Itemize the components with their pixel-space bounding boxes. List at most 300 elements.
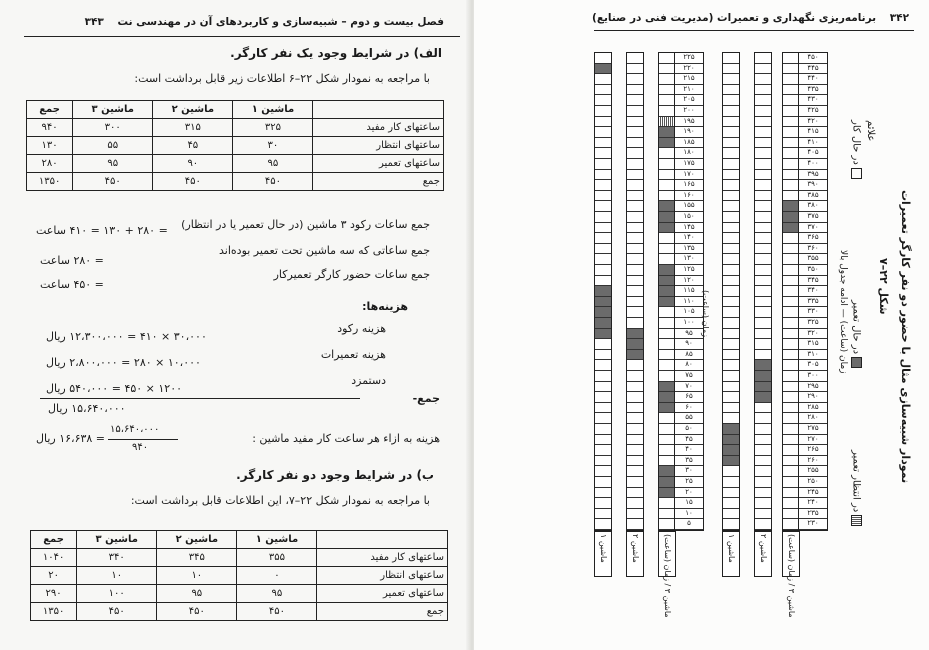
time-cell: ۳۷۰ [799,223,827,234]
state-cell [783,74,799,85]
time-cell: ۲۳۵ [799,509,827,520]
state-cell [659,180,675,191]
time-cell: ۳۱۰ [799,350,827,361]
state-cell [595,148,611,159]
state-cell [595,456,611,467]
time-cell: ۲۰ [675,488,703,499]
state-cell [659,413,675,424]
time-cell: ۳۴۰ [799,286,827,297]
state-cell [595,318,611,329]
time-cell: ۴۱۵ [799,127,827,138]
time-cell: ۴۴۰ [799,74,827,85]
table-cell: ۳۰۰ [73,119,153,137]
state-cell [783,265,799,276]
per-hour-numerator: ۱۵،۶۴۰،۰۰۰ [110,424,160,435]
time-cell: ۲۲۰ [675,64,703,75]
time-cell: ۷۰ [675,382,703,393]
time-cell: ۸۰ [675,360,703,371]
state-cell [723,435,739,446]
time-cell: ۶۵ [675,392,703,403]
state-cell [627,477,643,488]
state-cell [627,138,643,149]
sum-label: جمع ساعاتی که سه ماشین تحت تعمیر بوده‌اند [219,244,430,257]
state-cell [595,85,611,96]
time-cell: ۳۳۵ [799,297,827,308]
table-cell: ۳۱۵ [153,119,233,137]
time-cell: ۳۷۵ [799,212,827,223]
table-cell: ۲۹۰ [31,585,77,603]
time-cell: ۳۸۵ [799,191,827,202]
time-cell: ۳۵ [675,456,703,467]
state-cell [755,466,771,477]
state-cell [783,339,799,350]
state-cell [755,138,771,149]
state-cell [783,233,799,244]
costs-title: هزینه‌ها: [362,300,408,313]
state-cell [595,477,611,488]
table-cell: ۵۵ [73,137,153,155]
time-cell: ۱۵۰ [675,212,703,223]
figure-caption: شکل ۲۲–۷ [877,258,890,315]
page-number: ۳۴۳ [84,16,104,28]
state-cell [595,360,611,371]
time-cell: ۴۰۰ [799,159,827,170]
state-cell [723,223,739,234]
legend-blank [851,120,863,179]
time-cell: ۴۳۰ [799,95,827,106]
machine-label: ماشین ۲ [759,534,768,563]
state-cell [783,159,799,170]
state-cell [627,435,643,446]
state-cell [723,159,739,170]
sum-label: جمع ساعات رکود ۳ ماشین (در حال تعمیر یا در انتظار) [181,218,430,231]
state-cell [595,53,611,64]
time-cell: ۱۴۰ [675,233,703,244]
state-cell [627,286,643,297]
state-cell [659,307,675,318]
state-cell [723,445,739,456]
state-cell [723,117,739,128]
g2-machine1-footer [722,531,740,577]
state-cell [783,297,799,308]
time-cell: ۲۰۰ [675,106,703,117]
time-cell: ۱۶۵ [675,180,703,191]
state-cell [755,509,771,520]
time-cell: ۳۶۰ [799,244,827,255]
table-cell: ۴۵ [153,137,233,155]
time-cell: ۵۵ [675,413,703,424]
cost-label: هزینه تعمیرات [320,348,386,361]
state-cell [659,371,675,382]
state-cell [723,233,739,244]
table-cell: ۴۵۰ [73,173,153,191]
state-cell [723,297,739,308]
table-header-4: جمع [31,531,77,549]
state-cell [627,297,643,308]
time-cell: ۳۹۰ [799,180,827,191]
legend-hatched [851,450,863,526]
state-cell [659,445,675,456]
table-cell: ۲۸۰ [27,155,73,173]
machine-label: ماشین ۱ [599,534,608,563]
table-a [26,100,444,191]
state-cell [659,339,675,350]
state-cell [783,456,799,467]
state-cell [783,85,799,96]
state-cell [783,180,799,191]
state-cell [755,244,771,255]
state-cell [723,456,739,467]
state-cell [627,350,643,361]
state-cell [723,254,739,265]
state-cell [783,424,799,435]
state-cell [627,127,643,138]
time-cell: ۱۹۰ [675,127,703,138]
state-cell [783,138,799,149]
machine-label: ماشین ۲ [631,534,640,563]
table-row [27,155,444,173]
state-cell [659,477,675,488]
state-cell [659,519,675,530]
table-row [31,567,448,585]
state-cell [627,254,643,265]
state-cell [755,382,771,393]
state-cell [755,265,771,276]
state-cell [595,74,611,85]
table-header-0 [317,531,448,549]
table-cell: ۴۵۰ [233,173,313,191]
table-b [30,530,448,621]
table-row [27,119,444,137]
state-cell [595,254,611,265]
state-cell [755,488,771,499]
state-cell [595,445,611,456]
time-cell: ۴۱۰ [799,138,827,149]
state-cell [783,371,799,382]
state-cell [783,53,799,64]
state-cell [783,403,799,414]
state-cell [755,498,771,509]
state-cell [659,466,675,477]
time-cell: ۹۵ [675,329,703,340]
state-cell [659,350,675,361]
table-cell: ۱۳۵۰ [27,173,73,191]
cost-value: ۳۰،۰۰۰ × ۴۱۰ = ۱۲،۳۰۰،۰۰۰ ریال [46,330,207,343]
state-cell [755,318,771,329]
state-cell [659,127,675,138]
state-cell [595,138,611,149]
state-cell [723,371,739,382]
state-cell [755,424,771,435]
g1-machine3-footer [658,531,676,618]
state-cell [723,509,739,520]
cost-label: دستمزد [351,374,386,387]
time-cell: ۱۵ [675,498,703,509]
state-cell [723,350,739,361]
state-cell [627,371,643,382]
state-cell [755,371,771,382]
state-cell [783,392,799,403]
table-header-4: جمع [27,101,73,119]
state-cell [595,329,611,340]
table-cell: ۹۵ [157,585,237,603]
state-cell [595,191,611,202]
state-cell [595,64,611,75]
state-cell [755,233,771,244]
machine-label: ماشین ۳ / زمان (ساعت) [787,534,796,618]
time-cell: ۳۲۵ [799,318,827,329]
table-cell: ساعتهای انتظار [317,567,448,585]
state-cell [659,297,675,308]
state-cell [755,85,771,96]
state-cell [723,74,739,85]
time-cell: ۴۲۵ [799,106,827,117]
state-cell [595,233,611,244]
state-cell [627,445,643,456]
state-cell [595,170,611,181]
state-cell [659,106,675,117]
state-cell [659,223,675,234]
time-cell: ۱۱۰ [675,297,703,308]
state-cell [627,329,643,340]
state-cell [627,519,643,530]
time-cell: ۳۰۰ [799,371,827,382]
legend-swatch-hatched [851,515,862,526]
state-cell [783,488,799,499]
table-cell: ساعتهای تعمیر [313,155,444,173]
time-cell: ۳۰ [675,466,703,477]
state-cell [723,148,739,159]
state-cell [595,382,611,393]
state-cell [627,170,643,181]
state-cell [627,212,643,223]
right-page [474,0,929,650]
time-cell: ۱۷۰ [675,170,703,181]
state-cell [659,403,675,414]
table-row [31,603,448,621]
state-cell [627,148,643,159]
state-cell [783,286,799,297]
state-cell [659,456,675,467]
state-cell [783,477,799,488]
state-cell [595,509,611,520]
state-cell [595,127,611,138]
state-cell [755,286,771,297]
time-cell: ۲۲۵ [675,53,703,64]
state-cell [755,477,771,488]
state-cell [595,392,611,403]
state-cell [627,106,643,117]
state-cell [595,424,611,435]
state-cell [659,233,675,244]
state-cell [783,201,799,212]
table-cell: ۰ [237,567,317,585]
table-cell: جمع [313,173,444,191]
state-cell [723,53,739,64]
state-cell [595,244,611,255]
state-cell [595,371,611,382]
state-cell [783,191,799,202]
state-cell [627,339,643,350]
section-b-title: ب) در شرایط وجود دو نفر کارگر. [236,468,434,482]
state-cell [659,159,675,170]
state-cell [659,392,675,403]
table-cell: ساعتهای انتظار [313,137,444,155]
time-cell: ۱۱۵ [675,286,703,297]
state-cell [755,74,771,85]
time-cell: ۳۱۵ [799,339,827,350]
state-cell [755,350,771,361]
legend-swatch-blank [851,168,862,179]
table-cell: ۳۴۰ [77,549,157,567]
state-cell [627,244,643,255]
time-cell: ۲۸۵ [799,403,827,414]
state-cell [659,117,675,128]
time-cell: ۱۳۰ [675,254,703,265]
state-cell [755,519,771,530]
state-cell [723,424,739,435]
time-cell: ۱۰۰ [675,318,703,329]
state-cell [755,212,771,223]
state-cell [723,413,739,424]
table-cell: ۱۰۴۰ [31,549,77,567]
state-cell [595,286,611,297]
time-cell: ۲۹۰ [799,392,827,403]
table-header-2: ماشین ۲ [153,101,233,119]
state-cell [595,265,611,276]
state-cell [627,159,643,170]
state-cell [783,360,799,371]
state-cell [595,488,611,499]
state-cell [659,360,675,371]
time-cell: ۴۰ [675,445,703,456]
sum-rule [40,398,360,399]
state-cell [595,95,611,106]
state-cell [783,117,799,128]
per-hour-denominator: ۹۴۰ [132,442,149,453]
state-cell [659,191,675,202]
state-cell [755,456,771,467]
time-cell: ۳۳۰ [799,307,827,318]
state-cell [783,212,799,223]
state-cell [755,117,771,128]
state-cell [723,85,739,96]
state-cell [783,382,799,393]
g1-machine2-column [626,52,644,531]
time-cell: ۱۷۵ [675,159,703,170]
sum-value: = ۴۵۰ ساعت [40,278,104,291]
state-cell [755,95,771,106]
state-cell [755,392,771,403]
state-cell [723,286,739,297]
state-cell [595,413,611,424]
state-cell [595,297,611,308]
state-cell [783,435,799,446]
state-cell [723,318,739,329]
time-cell: ۱۶۰ [675,191,703,202]
table-row [31,549,448,567]
state-cell [627,85,643,96]
state-cell [755,403,771,414]
state-cell [755,329,771,340]
state-cell [659,212,675,223]
machine-label: ماشین ۱ [727,534,736,563]
state-cell [627,233,643,244]
table-cell: ساعتهای کار مفید [313,119,444,137]
state-cell [659,382,675,393]
state-cell [627,509,643,520]
state-cell [659,509,675,520]
state-cell [723,201,739,212]
state-cell [723,265,739,276]
state-cell [723,276,739,287]
state-cell [723,106,739,117]
table-cell: ساعتهای تعمیر [317,585,448,603]
g2-machine3-footer [782,531,800,618]
g2-machine2-column [754,52,772,531]
state-cell [755,191,771,202]
legend-label: در حال کار [850,120,862,165]
state-cell [755,106,771,117]
state-cell [659,201,675,212]
table-header-2: ماشین ۲ [157,531,237,549]
cost-value: ۱۰،۰۰۰ × ۲۸۰ = ۲،۸۰۰،۰۰۰ ریال [46,356,201,369]
state-cell [627,95,643,106]
state-cell [659,498,675,509]
state-cell [595,201,611,212]
table-cell: ۱۳۵۰ [31,603,77,621]
state-cell [723,170,739,181]
g1-machine1-column [594,52,612,531]
cost-label: هزینه رکود [337,322,386,335]
time-cell: ۳۵۵ [799,254,827,265]
table-cell: ۲۰ [31,567,77,585]
time-cell: ۳۴۵ [799,276,827,287]
state-cell [723,498,739,509]
header-text: فصل بیست و دوم – شبیه‌سازی و کاربردهای آن در مهندسی نت [117,16,444,28]
state-cell [627,265,643,276]
table-cell: ۱۰۰ [77,585,157,603]
state-cell [755,413,771,424]
state-cell [659,265,675,276]
table-cell: ۹۵ [233,155,313,173]
time-cell: ۲۵۵ [799,466,827,477]
total-label: جمع- [412,392,440,405]
state-cell [783,106,799,117]
state-cell [723,329,739,340]
state-cell [595,466,611,477]
state-cell [627,392,643,403]
sum-label: جمع ساعات حضور کارگر تعمیرکار [273,268,430,281]
table-cell: ۳۴۵ [157,549,237,567]
time-axis-label: زمان (ساعت) [701,290,710,338]
state-cell [659,85,675,96]
table-cell: ۴۵۰ [153,173,233,191]
g2-machine1-column [722,52,740,531]
state-cell [755,159,771,170]
state-cell [755,148,771,159]
state-cell [723,212,739,223]
state-cell [659,435,675,446]
time-cell: ۳۲۰ [799,329,827,340]
table-cell: جمع [317,603,448,621]
state-cell [723,127,739,138]
table-cell: ۹۵ [237,585,317,603]
machine-label: ماشین ۳ / زمان (ساعت) [663,534,672,618]
time-cell: ۲۶۵ [799,445,827,456]
time-cell: ۱۲۰ [675,276,703,287]
state-cell [783,329,799,340]
